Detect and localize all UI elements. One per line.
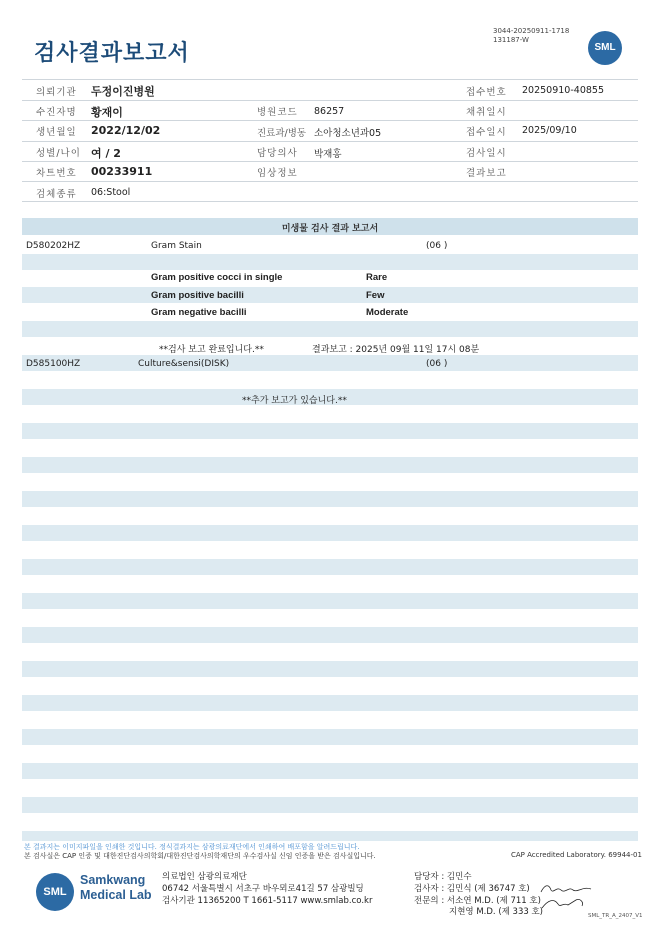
row-band [22,797,638,813]
label-specimen: 검체종류 [36,189,77,200]
label-receipt-no: 접수번호 [466,87,507,98]
row-band [22,423,638,439]
row-band [22,695,638,711]
organism-result: Moderate [366,307,409,318]
specimen-code: (06 ) [426,359,448,369]
row-band [22,525,638,541]
test-name: Gram Stain [151,241,202,251]
completion-note: **검사 보고 완료입니다.** [159,345,264,355]
signature-icon [539,882,594,896]
row-band [22,763,638,779]
row-band [22,457,638,473]
value-chart-no: 00233911 [91,165,153,178]
organism-name: Gram positive cocci in single [151,272,283,283]
value-sex-age: 여 / 2 [91,147,121,160]
divider [22,201,638,202]
notice-print: 본 결과지는 이미지파일을 인쇄한 것입니다. 정식결과지는 삼광의료재단에서 인쇄하여 배포함을 알려드립니다. [24,843,360,851]
report-title: 검사결과보고서 [34,41,190,66]
value-doctor: 박재홍 [314,149,342,160]
document-id-line: 3044-20250911-1718 [493,27,570,35]
label-institution: 의뢰기관 [36,87,77,98]
organism-result: Few [366,290,385,301]
additional-report-note: **추가 보고가 있습니다.** [242,396,347,406]
label-department: 진료과/병동 [257,128,307,139]
signature-image [540,896,586,916]
organism-name: Gram positive bacilli [151,290,244,301]
row-band [22,831,638,841]
specialist: 전문의 : 서소연 M.D. (제 711 호) [414,896,541,906]
report-time: 결과보고 : 2025년 09월 11일 17시 08분 [312,345,480,355]
specialist: 지현영 M.D. (제 333 호) [449,907,544,917]
manager: 담당자 : 김민수 [414,872,472,882]
label-patient-name: 수진자명 [36,107,77,118]
organization-name: 의료법인 삼광의료재단 [162,872,247,882]
row-band [22,593,638,609]
label-result-report: 결과보고 [466,168,507,179]
row-band [22,491,638,507]
divider [22,141,638,142]
value-hospital-code: 86257 [314,106,345,117]
cap-accreditation: CAP Accredited Laboratory. 69944-01 [511,851,642,859]
value-institution: 두정이진병원 [91,85,155,98]
value-patient-name: 황재이 [91,106,123,119]
divider [22,120,638,121]
notice-certification: 본 검사실은 CAP 인증 및 대한진단검사의학회/대한진단검사의학재단의 우수검사실 신임 인증을 받은 검사실입니다. [24,852,376,860]
row-band [22,287,638,303]
document-id-line: 131187-W [493,36,529,44]
value-specimen: 06:Stool [91,187,131,198]
logo-line: Medical Lab [80,888,152,902]
test-name: Culture&sensi(DISK) [138,359,230,369]
label-receipt-date: 접수일시 [466,127,507,138]
label-hospital-code: 병원코드 [257,107,298,118]
row-band [22,729,638,745]
organization-contact: 검사기관 11365200 T 1661-5117 www.smlab.co.kr [162,896,373,906]
row-band [22,559,638,575]
label-collection-date: 채취일시 [466,107,507,118]
test-code: D585100HZ [26,359,81,369]
divider [22,100,638,101]
signature-icon [540,896,586,912]
row-band [22,254,638,270]
document-id [493,27,569,45]
label-sex-age: 성별/나이 [36,148,81,159]
row-band [22,627,638,643]
organism-result: Rare [366,272,388,283]
form-code: SML_TR_A_2407_V1 [588,913,643,919]
logo-line: Samkwang [80,873,146,887]
inspector: 검사자 : 김민식 (제 36747 호) [414,884,530,894]
label-birth-date: 생년월일 [36,127,77,138]
row-band [22,355,638,371]
sml-logo-icon: SML [588,31,622,65]
samkwang-logo-icon: SML [36,873,74,911]
company-logo-text [80,873,152,903]
label-chart-no: 차트번호 [36,168,77,179]
label-clinical-info: 임상정보 [257,168,298,179]
value-department: 소아청소년과05 [314,128,382,139]
section-title: 미생물 검사 결과 보고서 [281,224,379,234]
value-receipt-date: 2025/09/10 [522,125,577,136]
label-test-date: 검사일시 [466,148,507,159]
label-doctor: 담당의사 [257,148,298,159]
specimen-code: (06 ) [426,241,448,251]
organization-address: 06742 서울특별시 서초구 바우뫼로41길 57 삼광빌딩 [162,884,364,894]
test-code: D580202HZ [26,241,81,251]
divider [22,161,638,162]
value-birth-date: 2022/12/02 [91,124,161,137]
row-band [22,661,638,677]
divider [22,181,638,182]
row-band [22,321,638,337]
divider [22,79,638,80]
value-receipt-no: 20250910-40855 [522,85,605,96]
organism-name: Gram negative bacilli [151,307,247,318]
